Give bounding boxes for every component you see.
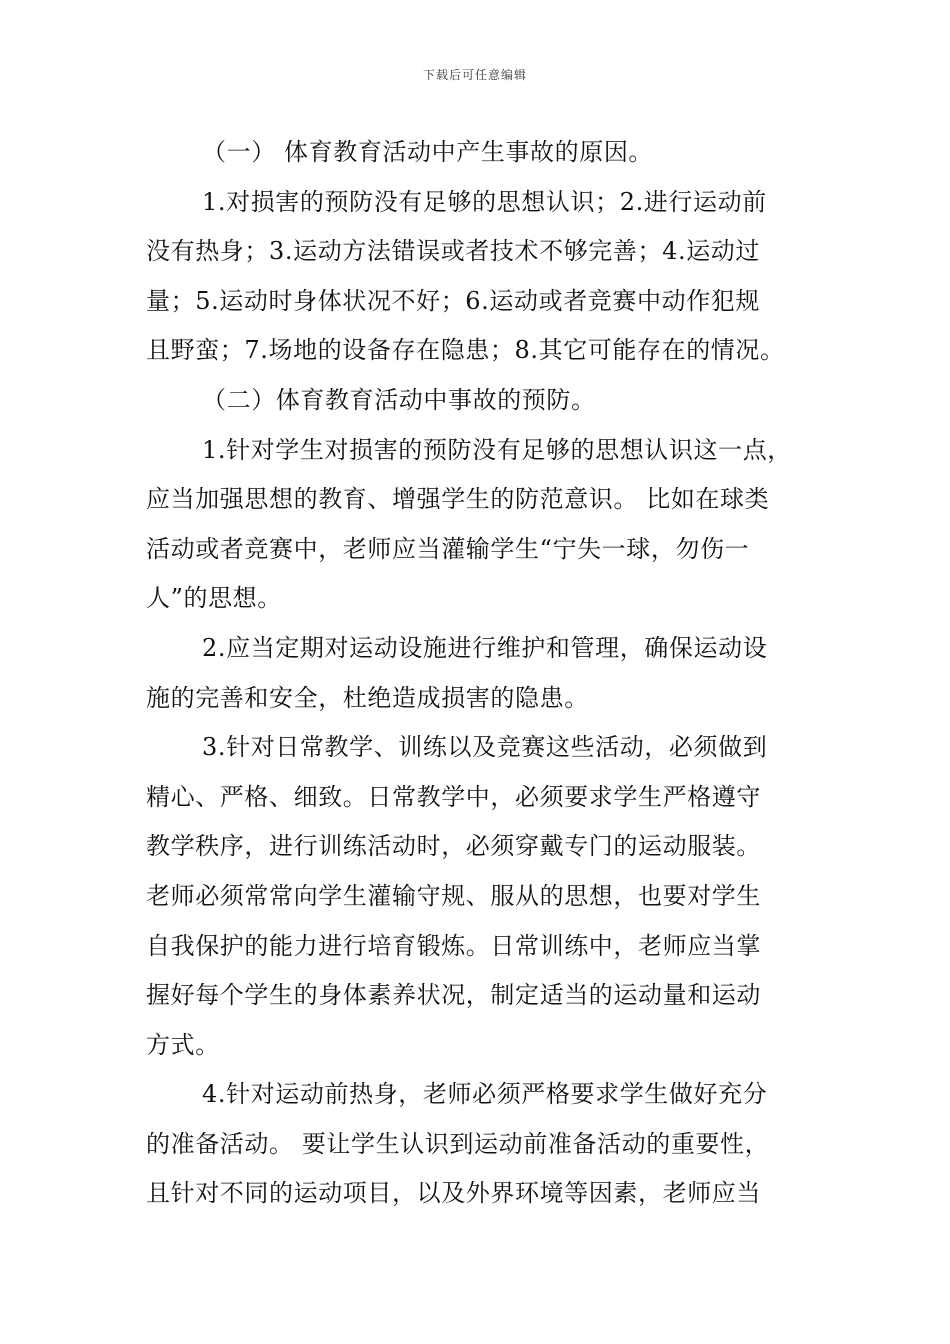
paragraph-line: 人”的思想。 (146, 584, 282, 613)
paragraph-line: 老师必须常常向学生灌输守规、服从的思想，也要对学生 (146, 881, 761, 910)
section-heading: （二）体育教育活动中事故的预防。 (202, 385, 596, 414)
paragraph-line: 量；5.运动时身体状况不好；6.运动或者竞赛中动作犯规 (146, 286, 760, 315)
document-body (146, 128, 810, 1219)
paragraph-line: 且针对不同的运动项目，以及外界环境等因素，老师应当 (146, 1179, 761, 1208)
paragraph-line: 施的完善和安全，杜绝造成损害的隐患。 (146, 683, 589, 712)
paragraph-line: 2.应当定期对运动设施进行维护和管理，确保运动设 (202, 633, 768, 662)
paragraph-line: 方式。 (146, 1030, 220, 1059)
paragraph-line: 3.针对日常教学、训练以及竞赛这些活动，必须做到 (202, 733, 768, 762)
page-header-note: 下载后可任意编辑 (422, 68, 527, 82)
section-heading: （一） 体育教育活动中产生事故的原因。 (202, 138, 654, 166)
paragraph-line: 没有热身；3.运动方法错误或者技术不够完善；4.运动过 (146, 237, 760, 266)
paragraph-line: 握好每个学生的身体素养状况，制定适当的运动量和运动 (146, 981, 761, 1010)
paragraph-line: 活动或者竞赛中，老师应当灌输学生“宁失一球，勿伤一 (146, 534, 750, 563)
paragraph-line: 1.针对学生对损害的预防没有足够的思想认识这一点， (202, 435, 792, 464)
paragraph-line: 且野蛮；7.场地的设备存在隐患；8.其它可能存在的情况。 (146, 336, 785, 365)
paragraph-line: 1.对损害的预防没有足够的思想认识；2.进行运动前 (202, 187, 767, 216)
paragraph-line: 4.针对运动前热身，老师必须严格要求学生做好充分 (202, 1080, 768, 1109)
paragraph-line: 教学秩序，进行训练活动时，必须穿戴专门的运动服装。 (146, 832, 761, 861)
paragraph-line: 精心、严格、细致。日常教学中，必须要求学生严格遵守 (146, 782, 761, 811)
paragraph-line: 的准备活动。 要让学生认识到运动前准备活动的重要性， (146, 1129, 770, 1158)
paragraph-line: 应当加强思想的教育、增强学生的防范意识。 比如在球类 (146, 485, 770, 514)
paragraph-line: 自我保护的能力进行培育锻炼。日常训练中，老师应当掌 (146, 931, 761, 960)
